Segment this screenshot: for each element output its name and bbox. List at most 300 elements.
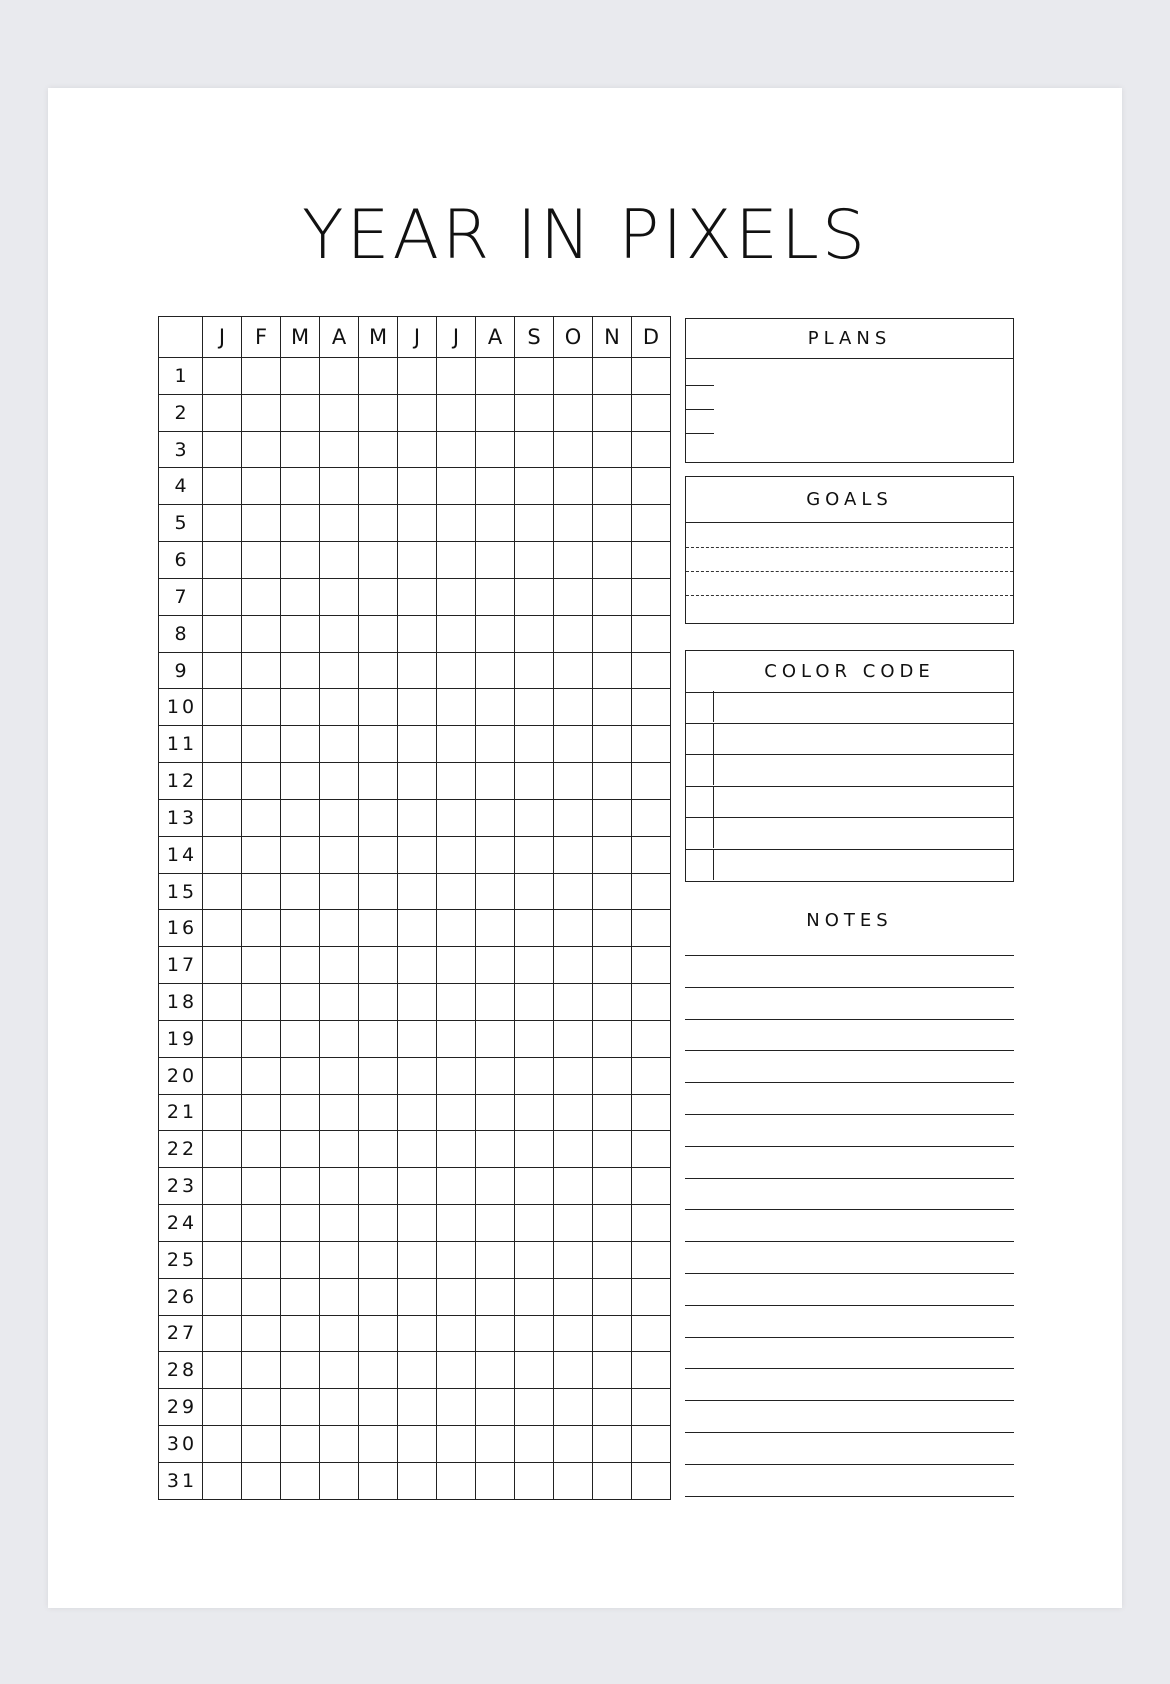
- pixel-cell[interactable]: [242, 947, 281, 984]
- pixel-cell[interactable]: [203, 836, 242, 873]
- pixel-cell[interactable]: [320, 1352, 359, 1389]
- pixel-cell[interactable]: [515, 1352, 554, 1389]
- pixel-cell[interactable]: [593, 394, 632, 431]
- pixel-cell[interactable]: [554, 1168, 593, 1205]
- pixel-cell[interactable]: [242, 1205, 281, 1242]
- pixel-cell[interactable]: [398, 652, 437, 689]
- note-line[interactable]: [685, 955, 1014, 956]
- pixel-cell[interactable]: [359, 1352, 398, 1389]
- pixel-cell[interactable]: [632, 1020, 671, 1057]
- pixel-cell[interactable]: [515, 1389, 554, 1426]
- pixel-cell[interactable]: [320, 505, 359, 542]
- pixel-cell[interactable]: [515, 578, 554, 615]
- pixel-cell[interactable]: [632, 358, 671, 395]
- pixel-cell[interactable]: [242, 1352, 281, 1389]
- pixel-cell[interactable]: [554, 358, 593, 395]
- pixel-cell[interactable]: [437, 652, 476, 689]
- pixel-cell[interactable]: [359, 984, 398, 1021]
- pixel-cell[interactable]: [593, 652, 632, 689]
- pixel-cell[interactable]: [476, 542, 515, 579]
- pixel-cell[interactable]: [437, 1315, 476, 1352]
- note-line[interactable]: [685, 1368, 1014, 1369]
- pixel-cell[interactable]: [320, 799, 359, 836]
- pixel-cell[interactable]: [554, 1057, 593, 1094]
- pixel-cell[interactable]: [437, 1168, 476, 1205]
- pixel-cell[interactable]: [203, 394, 242, 431]
- pixel-cell[interactable]: [359, 394, 398, 431]
- pixel-cell[interactable]: [320, 1205, 359, 1242]
- pixel-cell[interactable]: [632, 726, 671, 763]
- color-code-row[interactable]: [686, 849, 1013, 880]
- pixel-cell[interactable]: [359, 763, 398, 800]
- pixel-cell[interactable]: [203, 984, 242, 1021]
- pixel-cell[interactable]: [359, 799, 398, 836]
- note-line[interactable]: [685, 1241, 1014, 1242]
- pixel-cell[interactable]: [398, 394, 437, 431]
- pixel-cell[interactable]: [203, 1241, 242, 1278]
- pixel-cell[interactable]: [359, 578, 398, 615]
- pixel-cell[interactable]: [554, 984, 593, 1021]
- pixel-cell[interactable]: [632, 799, 671, 836]
- pixel-cell[interactable]: [476, 799, 515, 836]
- pixel-cell[interactable]: [515, 947, 554, 984]
- pixel-cell[interactable]: [398, 1426, 437, 1463]
- color-swatch[interactable]: [686, 724, 714, 754]
- pixel-cell[interactable]: [398, 615, 437, 652]
- pixel-cell[interactable]: [515, 1241, 554, 1278]
- pixel-cell[interactable]: [554, 763, 593, 800]
- pixel-cell[interactable]: [281, 578, 320, 615]
- pixel-cell[interactable]: [554, 1241, 593, 1278]
- pixel-cell[interactable]: [242, 358, 281, 395]
- pixel-cell[interactable]: [554, 505, 593, 542]
- pixel-cell[interactable]: [593, 1352, 632, 1389]
- pixel-cell[interactable]: [554, 873, 593, 910]
- pixel-cell[interactable]: [320, 910, 359, 947]
- pixel-cell[interactable]: [554, 1020, 593, 1057]
- pixel-cell[interactable]: [320, 358, 359, 395]
- pixel-cell[interactable]: [398, 910, 437, 947]
- pixel-cell[interactable]: [398, 542, 437, 579]
- pixel-cell[interactable]: [437, 1352, 476, 1389]
- color-swatch[interactable]: [686, 818, 714, 848]
- pixel-cell[interactable]: [281, 726, 320, 763]
- note-line[interactable]: [685, 1050, 1014, 1051]
- pixel-cell[interactable]: [398, 1168, 437, 1205]
- pixel-cell[interactable]: [203, 1426, 242, 1463]
- pixel-cell[interactable]: [515, 358, 554, 395]
- pixel-cell[interactable]: [242, 873, 281, 910]
- pixel-cell[interactable]: [320, 1462, 359, 1499]
- pixel-cell[interactable]: [359, 836, 398, 873]
- pixel-cell[interactable]: [476, 1168, 515, 1205]
- pixel-cell[interactable]: [437, 1131, 476, 1168]
- pixel-cell[interactable]: [593, 726, 632, 763]
- pixel-cell[interactable]: [593, 542, 632, 579]
- pixel-cell[interactable]: [515, 799, 554, 836]
- pixel-cell[interactable]: [632, 1426, 671, 1463]
- pixel-cell[interactable]: [593, 947, 632, 984]
- pixel-cell[interactable]: [632, 1278, 671, 1315]
- pixel-cell[interactable]: [437, 1462, 476, 1499]
- pixel-cell[interactable]: [320, 763, 359, 800]
- pixel-cell[interactable]: [515, 431, 554, 468]
- pixel-cell[interactable]: [515, 615, 554, 652]
- pixel-cell[interactable]: [437, 358, 476, 395]
- pixel-cell[interactable]: [515, 394, 554, 431]
- pixel-cell[interactable]: [437, 1389, 476, 1426]
- pixel-cell[interactable]: [242, 1389, 281, 1426]
- pixel-cell[interactable]: [359, 726, 398, 763]
- pixel-cell[interactable]: [398, 1278, 437, 1315]
- pixel-cell[interactable]: [476, 1278, 515, 1315]
- pixel-cell[interactable]: [398, 799, 437, 836]
- pixel-cell[interactable]: [281, 468, 320, 505]
- note-line[interactable]: [685, 1019, 1014, 1020]
- pixel-cell[interactable]: [398, 1462, 437, 1499]
- pixel-cell[interactable]: [476, 1462, 515, 1499]
- pixel-cell[interactable]: [476, 505, 515, 542]
- color-swatch[interactable]: [686, 691, 714, 722]
- pixel-cell[interactable]: [632, 1462, 671, 1499]
- pixel-cell[interactable]: [242, 1278, 281, 1315]
- pixel-cell[interactable]: [203, 1168, 242, 1205]
- pixel-cell[interactable]: [203, 726, 242, 763]
- pixel-cell[interactable]: [359, 1389, 398, 1426]
- pixel-cell[interactable]: [359, 431, 398, 468]
- pixel-cell[interactable]: [359, 505, 398, 542]
- pixel-cell[interactable]: [320, 394, 359, 431]
- pixel-cell[interactable]: [398, 689, 437, 726]
- pixel-cell[interactable]: [632, 947, 671, 984]
- pixel-cell[interactable]: [281, 1131, 320, 1168]
- pixel-cell[interactable]: [398, 1352, 437, 1389]
- pixel-cell[interactable]: [359, 1462, 398, 1499]
- pixel-cell[interactable]: [242, 1094, 281, 1131]
- pixel-cell[interactable]: [203, 910, 242, 947]
- note-line[interactable]: [685, 1400, 1014, 1401]
- pixel-cell[interactable]: [320, 1020, 359, 1057]
- pixel-cell[interactable]: [242, 615, 281, 652]
- pixel-cell[interactable]: [437, 1426, 476, 1463]
- pixel-cell[interactable]: [593, 910, 632, 947]
- pixel-cell[interactable]: [554, 1205, 593, 1242]
- pixel-cell[interactable]: [515, 1020, 554, 1057]
- pixel-cell[interactable]: [515, 1278, 554, 1315]
- pixel-cell[interactable]: [515, 1057, 554, 1094]
- pixel-cell[interactable]: [320, 1057, 359, 1094]
- pixel-cell[interactable]: [242, 1020, 281, 1057]
- color-swatch[interactable]: [686, 755, 714, 785]
- pixel-cell[interactable]: [554, 578, 593, 615]
- pixel-cell[interactable]: [398, 431, 437, 468]
- note-line[interactable]: [685, 1209, 1014, 1210]
- pixel-cell[interactable]: [554, 799, 593, 836]
- pixel-cell[interactable]: [359, 468, 398, 505]
- pixel-cell[interactable]: [359, 689, 398, 726]
- pixel-cell[interactable]: [359, 910, 398, 947]
- pixel-cell[interactable]: [476, 1131, 515, 1168]
- pixel-cell[interactable]: [398, 873, 437, 910]
- color-code-row[interactable]: [686, 691, 1013, 722]
- pixel-cell[interactable]: [593, 836, 632, 873]
- pixel-cell[interactable]: [281, 1462, 320, 1499]
- pixel-cell[interactable]: [398, 1315, 437, 1352]
- pixel-cell[interactable]: [515, 1094, 554, 1131]
- pixel-cell[interactable]: [203, 1352, 242, 1389]
- pixel-cell[interactable]: [281, 652, 320, 689]
- pixel-cell[interactable]: [593, 1462, 632, 1499]
- pixel-cell[interactable]: [398, 763, 437, 800]
- pixel-cell[interactable]: [242, 652, 281, 689]
- pixel-cell[interactable]: [632, 1352, 671, 1389]
- pixel-cell[interactable]: [398, 1205, 437, 1242]
- pixel-cell[interactable]: [593, 1315, 632, 1352]
- note-line[interactable]: [685, 1146, 1014, 1147]
- pixel-cell[interactable]: [320, 726, 359, 763]
- pixel-cell[interactable]: [242, 431, 281, 468]
- pixel-cell[interactable]: [203, 1205, 242, 1242]
- note-line[interactable]: [685, 1432, 1014, 1433]
- pixel-cell[interactable]: [398, 1094, 437, 1131]
- note-line[interactable]: [685, 1337, 1014, 1338]
- pixel-cell[interactable]: [593, 1205, 632, 1242]
- pixel-cell[interactable]: [476, 726, 515, 763]
- pixel-cell[interactable]: [554, 1315, 593, 1352]
- pixel-cell[interactable]: [320, 615, 359, 652]
- pixel-cell[interactable]: [281, 358, 320, 395]
- pixel-cell[interactable]: [203, 689, 242, 726]
- pixel-cell[interactable]: [632, 431, 671, 468]
- pixel-cell[interactable]: [281, 505, 320, 542]
- pixel-cell[interactable]: [203, 763, 242, 800]
- pixel-cell[interactable]: [281, 1020, 320, 1057]
- pixel-cell[interactable]: [476, 873, 515, 910]
- pixel-cell[interactable]: [437, 1094, 476, 1131]
- pixel-cell[interactable]: [281, 1278, 320, 1315]
- pixel-cell[interactable]: [437, 799, 476, 836]
- pixel-cell[interactable]: [398, 1020, 437, 1057]
- pixel-cell[interactable]: [398, 358, 437, 395]
- pixel-cell[interactable]: [476, 836, 515, 873]
- pixel-cell[interactable]: [515, 873, 554, 910]
- pixel-cell[interactable]: [593, 468, 632, 505]
- pixel-cell[interactable]: [437, 578, 476, 615]
- pixel-cell[interactable]: [203, 468, 242, 505]
- pixel-cell[interactable]: [398, 836, 437, 873]
- pixel-cell[interactable]: [632, 1389, 671, 1426]
- pixel-cell[interactable]: [242, 1057, 281, 1094]
- pixel-cell[interactable]: [632, 1057, 671, 1094]
- pixel-cell[interactable]: [320, 947, 359, 984]
- pixel-cell[interactable]: [320, 873, 359, 910]
- pixel-cell[interactable]: [281, 1315, 320, 1352]
- pixel-cell[interactable]: [593, 1094, 632, 1131]
- color-code-row[interactable]: [686, 786, 1013, 817]
- pixel-cell[interactable]: [242, 984, 281, 1021]
- pixel-cell[interactable]: [593, 578, 632, 615]
- pixel-cell[interactable]: [593, 1131, 632, 1168]
- pixel-cell[interactable]: [515, 505, 554, 542]
- pixel-cell[interactable]: [398, 726, 437, 763]
- pixel-cell[interactable]: [554, 1278, 593, 1315]
- pixel-cell[interactable]: [554, 689, 593, 726]
- pixel-cell[interactable]: [593, 358, 632, 395]
- pixel-cell[interactable]: [632, 984, 671, 1021]
- pixel-cell[interactable]: [320, 542, 359, 579]
- pixel-cell[interactable]: [476, 984, 515, 1021]
- pixel-cell[interactable]: [437, 836, 476, 873]
- pixel-cell[interactable]: [398, 468, 437, 505]
- pixel-cell[interactable]: [320, 1168, 359, 1205]
- pixel-cell[interactable]: [203, 1094, 242, 1131]
- pixel-cell[interactable]: [593, 505, 632, 542]
- pixel-cell[interactable]: [398, 578, 437, 615]
- pixel-cell[interactable]: [437, 984, 476, 1021]
- pixel-cell[interactable]: [203, 1315, 242, 1352]
- pixel-cell[interactable]: [632, 763, 671, 800]
- note-line[interactable]: [685, 1114, 1014, 1115]
- pixel-cell[interactable]: [437, 1205, 476, 1242]
- pixel-cell[interactable]: [320, 1315, 359, 1352]
- pixel-cell[interactable]: [632, 1315, 671, 1352]
- pixel-cell[interactable]: [476, 615, 515, 652]
- pixel-cell[interactable]: [398, 947, 437, 984]
- pixel-cell[interactable]: [476, 468, 515, 505]
- pixel-cell[interactable]: [437, 873, 476, 910]
- pixel-cell[interactable]: [359, 1094, 398, 1131]
- pixel-cell[interactable]: [593, 1426, 632, 1463]
- pixel-cell[interactable]: [203, 1131, 242, 1168]
- pixel-cell[interactable]: [359, 615, 398, 652]
- pixel-cell[interactable]: [320, 1241, 359, 1278]
- pixel-cell[interactable]: [242, 836, 281, 873]
- pixel-cell[interactable]: [515, 1462, 554, 1499]
- pixel-cell[interactable]: [476, 1094, 515, 1131]
- pixel-cell[interactable]: [242, 763, 281, 800]
- pixel-cell[interactable]: [476, 947, 515, 984]
- pixel-cell[interactable]: [515, 652, 554, 689]
- pixel-cell[interactable]: [242, 1426, 281, 1463]
- pixel-cell[interactable]: [203, 1389, 242, 1426]
- pixel-cell[interactable]: [281, 984, 320, 1021]
- pixel-cell[interactable]: [359, 1278, 398, 1315]
- pixel-cell[interactable]: [203, 1278, 242, 1315]
- pixel-cell[interactable]: [632, 1241, 671, 1278]
- pixel-cell[interactable]: [554, 1352, 593, 1389]
- pixel-cell[interactable]: [554, 431, 593, 468]
- pixel-cell[interactable]: [281, 1352, 320, 1389]
- pixel-cell[interactable]: [203, 873, 242, 910]
- pixel-cell[interactable]: [554, 1389, 593, 1426]
- pixel-cell[interactable]: [476, 652, 515, 689]
- pixel-cell[interactable]: [203, 578, 242, 615]
- pixel-cell[interactable]: [515, 689, 554, 726]
- pixel-cell[interactable]: [281, 1168, 320, 1205]
- pixel-cell[interactable]: [398, 984, 437, 1021]
- pixel-cell[interactable]: [554, 652, 593, 689]
- pixel-cell[interactable]: [242, 689, 281, 726]
- pixel-cell[interactable]: [437, 615, 476, 652]
- color-code-row[interactable]: [686, 754, 1013, 785]
- pixel-cell[interactable]: [476, 763, 515, 800]
- pixel-cell[interactable]: [593, 984, 632, 1021]
- pixel-cell[interactable]: [593, 615, 632, 652]
- pixel-cell[interactable]: [632, 468, 671, 505]
- pixel-cell[interactable]: [437, 542, 476, 579]
- pixel-cell[interactable]: [593, 431, 632, 468]
- pixel-cell[interactable]: [437, 468, 476, 505]
- pixel-cell[interactable]: [281, 763, 320, 800]
- pixel-cell[interactable]: [476, 394, 515, 431]
- pixel-cell[interactable]: [437, 505, 476, 542]
- pixel-cell[interactable]: [320, 1426, 359, 1463]
- pixel-cell[interactable]: [593, 1241, 632, 1278]
- note-line[interactable]: [685, 1496, 1014, 1497]
- pixel-cell[interactable]: [320, 689, 359, 726]
- pixel-cell[interactable]: [242, 505, 281, 542]
- pixel-cell[interactable]: [359, 1020, 398, 1057]
- note-line[interactable]: [685, 1082, 1014, 1083]
- pixel-cell[interactable]: [476, 578, 515, 615]
- pixel-cell[interactable]: [242, 1168, 281, 1205]
- pixel-cell[interactable]: [359, 1315, 398, 1352]
- pixel-cell[interactable]: [398, 1241, 437, 1278]
- pixel-cell[interactable]: [320, 1278, 359, 1315]
- pixel-cell[interactable]: [320, 1094, 359, 1131]
- pixel-cell[interactable]: [515, 984, 554, 1021]
- pixel-cell[interactable]: [320, 578, 359, 615]
- pixel-cell[interactable]: [632, 873, 671, 910]
- pixel-cell[interactable]: [515, 468, 554, 505]
- pixel-cell[interactable]: [593, 689, 632, 726]
- pixel-cell[interactable]: [554, 1131, 593, 1168]
- pixel-cell[interactable]: [242, 1462, 281, 1499]
- pixel-cell[interactable]: [281, 836, 320, 873]
- pixel-cell[interactable]: [398, 1131, 437, 1168]
- pixel-cell[interactable]: [554, 1426, 593, 1463]
- note-line[interactable]: [685, 1178, 1014, 1179]
- pixel-cell[interactable]: [515, 542, 554, 579]
- pixel-cell[interactable]: [476, 1426, 515, 1463]
- pixel-cell[interactable]: [632, 394, 671, 431]
- pixel-cell[interactable]: [515, 1168, 554, 1205]
- pixel-cell[interactable]: [554, 947, 593, 984]
- pixel-cell[interactable]: [281, 1205, 320, 1242]
- pixel-cell[interactable]: [593, 1020, 632, 1057]
- pixel-cell[interactable]: [242, 1241, 281, 1278]
- pixel-cell[interactable]: [437, 763, 476, 800]
- pixel-cell[interactable]: [593, 1278, 632, 1315]
- pixel-cell[interactable]: [281, 1426, 320, 1463]
- pixel-cell[interactable]: [398, 1057, 437, 1094]
- pixel-cell[interactable]: [242, 1131, 281, 1168]
- pixel-cell[interactable]: [476, 358, 515, 395]
- color-swatch[interactable]: [686, 850, 714, 880]
- pixel-cell[interactable]: [515, 726, 554, 763]
- pixel-cell[interactable]: [437, 1057, 476, 1094]
- pixel-cell[interactable]: [515, 763, 554, 800]
- pixel-cell[interactable]: [476, 1020, 515, 1057]
- pixel-cell[interactable]: [203, 947, 242, 984]
- note-line[interactable]: [685, 987, 1014, 988]
- pixel-cell[interactable]: [632, 1094, 671, 1131]
- pixel-cell[interactable]: [515, 1205, 554, 1242]
- pixel-cell[interactable]: [437, 431, 476, 468]
- note-line[interactable]: [685, 1464, 1014, 1465]
- pixel-cell[interactable]: [632, 910, 671, 947]
- pixel-cell[interactable]: [281, 542, 320, 579]
